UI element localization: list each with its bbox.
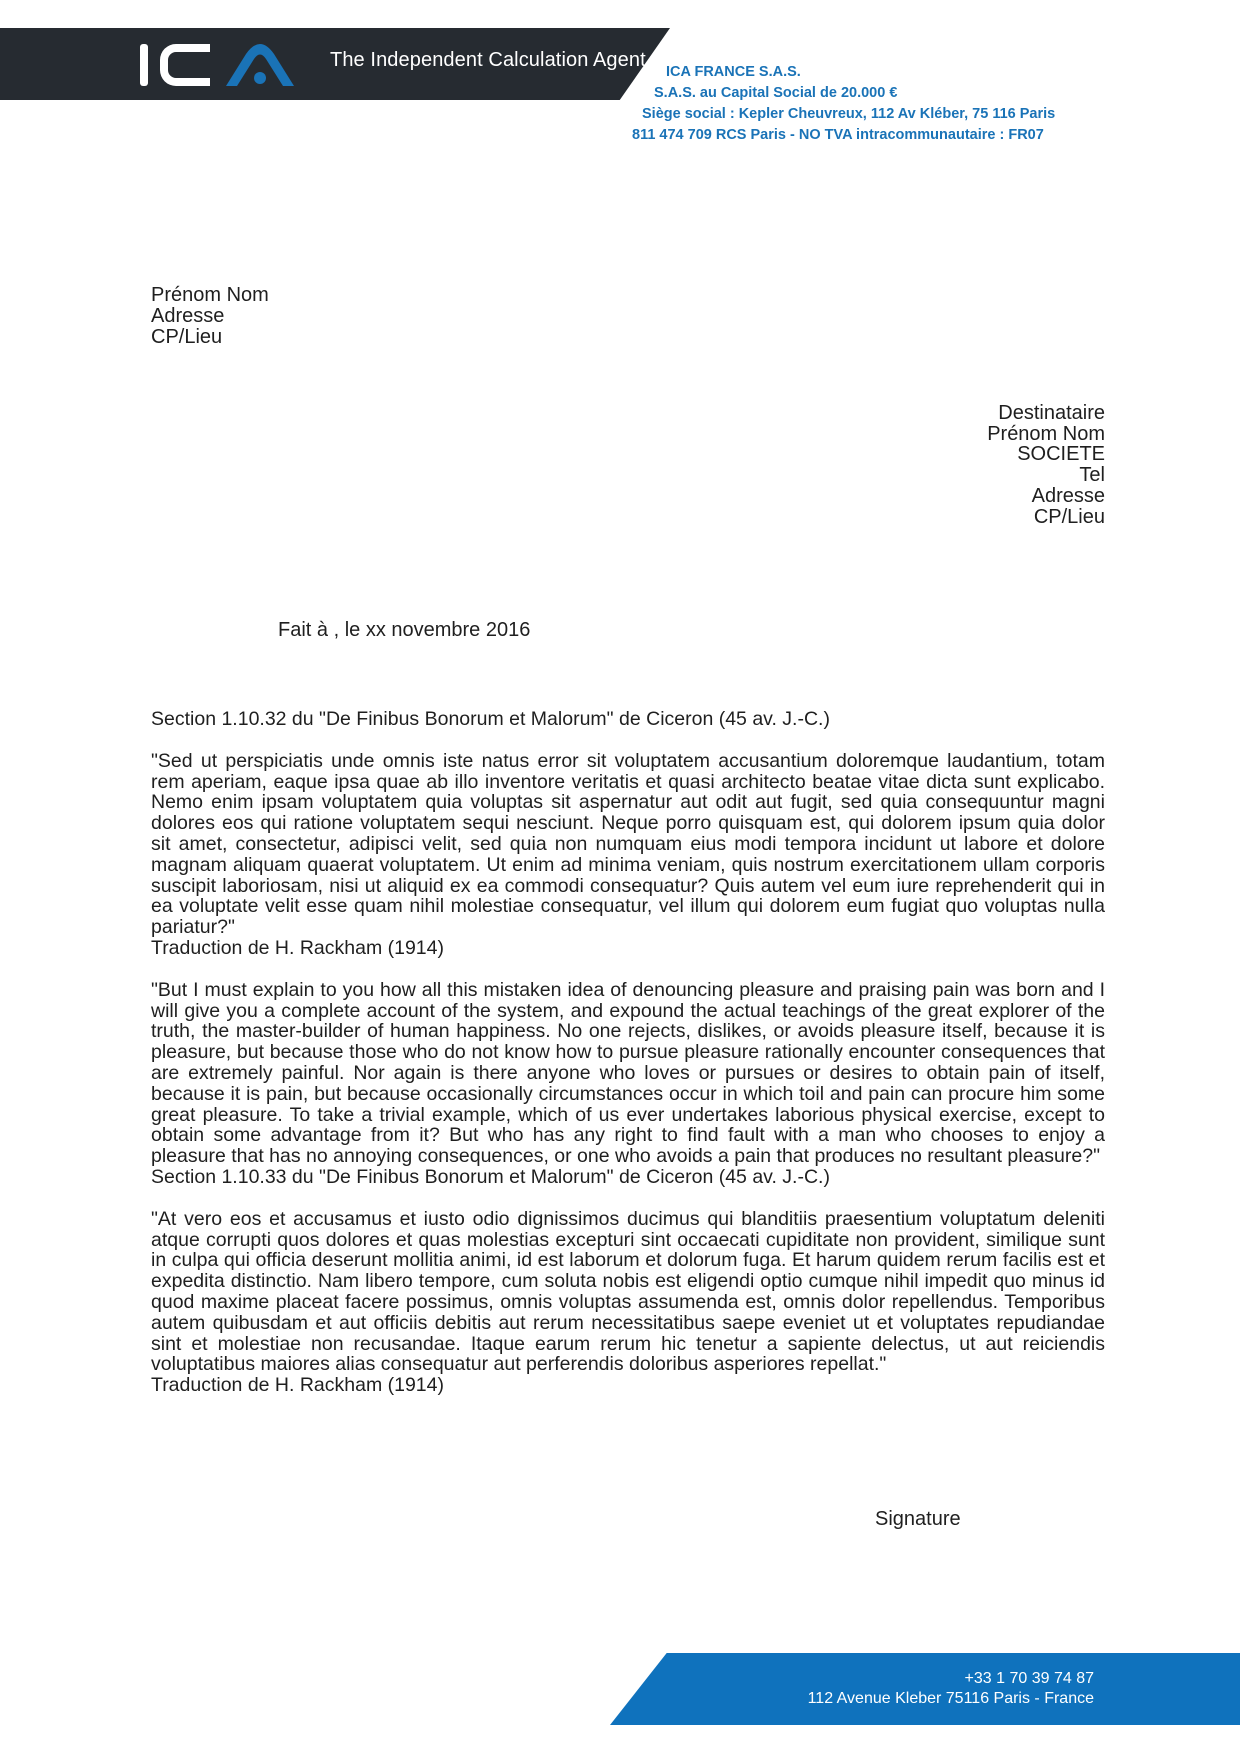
company-capital: S.A.S. au Capital Social de 20.000 € <box>654 85 898 101</box>
company-name: ICA FRANCE S.A.S. <box>666 64 801 80</box>
recipient-block <box>987 403 1105 527</box>
section-heading: Section 1.10.32 du "De Finibus Bonorum et Malorum" de Ciceron (45 av. J.-C.) <box>151 708 830 730</box>
recipient-label: Destinataire <box>998 402 1105 424</box>
date-line: Fait à , le xx novembre 2016 <box>278 619 531 641</box>
tagline: The Independent Calculation Agent <box>330 49 646 71</box>
recipient-company: SOCIETE <box>1017 443 1105 466</box>
signature-label: Signature <box>875 1508 961 1530</box>
recipient-city: CP/Lieu <box>1033 505 1105 528</box>
recipient-address: Adresse <box>1031 484 1105 507</box>
company-headquarters: Siège social : Kepler Cheuvreux, 112 Av Kléber, 75 116 Paris <box>642 106 1056 122</box>
footer-phone: +33 1 70 39 74 87 <box>964 1670 1094 1687</box>
recipient-name: Prénom Nom <box>987 422 1105 445</box>
company-registration: 811 474 709 RCS Paris - NO TVA intracommunautaire : FR07 <box>632 127 1044 143</box>
body-paragraph: "Sed ut perspiciatis unde omnis iste natus error sit voluptatem accusantium doloremque laudantium, totam rem aperiam, eaque ipsa quae ab illo inventore veritatis et quasi architecto beatae vitae dicta sunt explicabo. Nemo enim ipsam voluptatem quia voluptas sit aspernatur aut odit aut fugit, sed quia consequuntur magni dolores eos qui ratione voluptatem sequi nesciunt. Neque porro quisquam est, qui dolorem ipsum quia dolor sit amet, consectetur, adipisci velit, sed quia non numquam eius modi tempora incidunt ut labore et dolore magnam aliquam quaerat voluptatem. Ut enim ad minima veniam, quis nostrum exercitationem ullam corporis suscipit laboriosam, nisi ut aliquid ex ea commodi consequatur? Quis autem vel eum iure reprehenderit qui in ea voluptate velit esse quam nihil molestiae consequatur, vel illum qui dolorem eum fugiat quo voluptas nulla pariatur?" <box>151 749 1105 939</box>
sender-name: Prénom Nom <box>151 284 269 306</box>
body-paragraph: "But I must explain to you how all this mistaken idea of denouncing pleasure and praising pain was born and I will give you a complete account of the system, and expound the actual teachings of the great explorer of the truth, the master-builder of human happiness. No one rejects, dislikes, or avoids pleasure itself, because it is pleasure, but because those who do not know how to pursue pleasure rationally encounter consequences that are extremely painful. Nor again is there anyone who loves or pursues or desires to obtain pain of itself, because it is pain, but because occasionally circumstances occur in which toil and pain can procure him some great pleasure. To take a trivial example, which of us ever undertakes laborious physical exercise, except to obtain some advantage from it? But who has any right to find fault with a man who chooses to enjoy a pleasure that has no annoying consequences, or one who avoids a pain that produces no resultant pleasure?" <box>151 978 1105 1168</box>
translation-caption: Traduction de H. Rackham (1914) <box>151 936 444 959</box>
company-info <box>620 62 1060 146</box>
sender-address: Adresse <box>151 305 225 327</box>
translation-caption: Traduction de H. Rackham (1914) <box>151 1374 444 1397</box>
recipient-phone: Tel <box>1079 464 1105 487</box>
sender-block <box>151 285 269 348</box>
section-heading: Section 1.10.33 du "De Finibus Bonorum et Malorum" de Ciceron (45 av. J.-C.) <box>151 1165 830 1188</box>
ica-logo <box>138 40 313 90</box>
sender-city: CP/Lieu <box>151 326 223 348</box>
footer-contact <box>808 1669 1094 1709</box>
footer-address: 112 Avenue Kleber 75116 Paris - France <box>807 1690 1094 1707</box>
letter-body <box>151 709 1105 1396</box>
body-paragraph: "At vero eos et accusamus et iusto odio dignissimos ducimus qui blanditiis praesentium voluptatum deleniti atque corrupti quos dolores et quas molestias excepturi sint occaecati cupiditate non provident, similique sunt in culpa qui officia deserunt mollitia animi, id est laborum et dolorum fuga. Et harum quidem rerum facilis est et expedita distinctio. Nam libero tempore, cum soluta nobis est eligendi optio cumque nihil impedit quo minus id quod maxime placeat facere possimus, omnis voluptas assumenda est, omnis dolor repellendus. Temporibus autem quibusdam et aut officiis debitis aut rerum necessitatibus saepe eveniet ut et voluptates repudiandae sint et molestiae non recusandae. Itaque earum rerum hic tenetur a sapiente delectus, ut aut reiciendis voluptatibus maiores alias consequatur aut perferendis doloribus asperiores repellat." <box>151 1207 1105 1376</box>
